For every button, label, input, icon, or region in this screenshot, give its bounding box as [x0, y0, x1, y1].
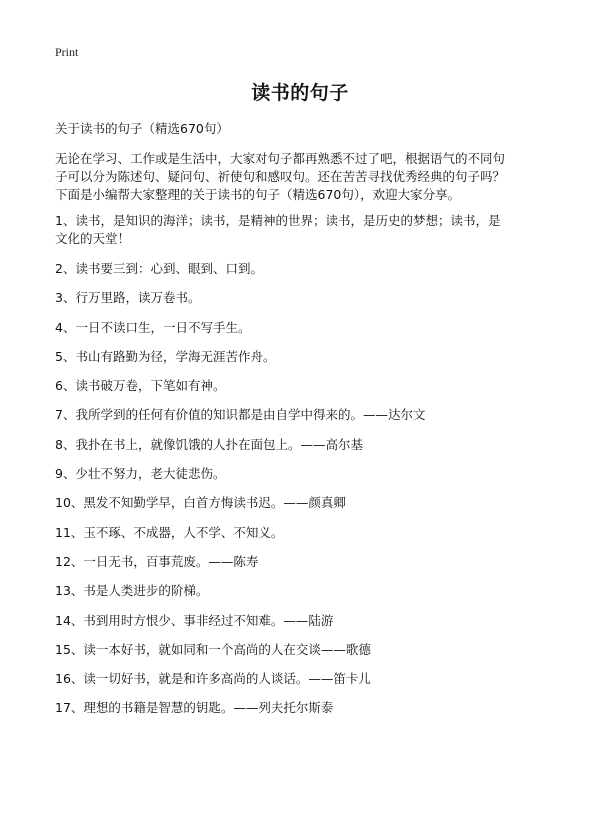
item-line: 文化的天堂！ [55, 231, 131, 246]
intro-paragraph [55, 150, 555, 204]
intro-line: 子可以分为陈述句、疑问句、祈使句和感叹句。还在苦苦寻找优秀经典的句子吗？ [55, 169, 506, 184]
list-item [55, 670, 555, 688]
item-line: 8、我扑在书上，就像饥饿的人扑在面包上。——高尔基 [55, 436, 363, 452]
list-item [55, 553, 555, 571]
item-line: 15、读一本好书，就如同和一个高尚的人在交谈——歌德 [55, 641, 371, 657]
list-item [55, 377, 555, 395]
item-line: 9、少壮不努力，老大徒悲伤。 [55, 466, 226, 482]
item-line: 13、书是人类进步的阶梯。 [55, 583, 209, 599]
list-item [55, 348, 555, 366]
sentence-list [55, 212, 555, 729]
list-item [55, 436, 555, 454]
item-line: 11、玉不琢、不成器，人不学、不知义。 [55, 524, 284, 540]
list-item [55, 465, 555, 483]
list-item [55, 494, 555, 512]
list-item [55, 524, 555, 542]
item-line: 2、读书要三到：心到、眼到、口到。 [55, 261, 263, 276]
intro-line: 下面是小编帮大家整理的关于读书的句子（精选670句），欢迎大家分享。 [55, 187, 461, 202]
list-item [55, 260, 555, 278]
list-item [55, 212, 555, 248]
document-title: 读书的句子 [251, 82, 349, 104]
list-item [55, 582, 555, 600]
intro-line: 无论在学习、工作或是生活中，大家对句子都再熟悉不过了吧，根据语气的不同句 [55, 151, 506, 166]
item-line: 1、读书，是知识的海洋；读书，是精神的世界；读书，是历史的梦想；读书，是 [55, 213, 501, 228]
item-line: 17、理想的书籍是智慧的钥匙。——列夫托尔斯泰 [55, 700, 334, 716]
item-line: 16、读一切好书，就是和许多高尚的人谈话。——笛卡儿 [55, 671, 371, 687]
item-line: 4、一日不读口生，一日不写手生。 [55, 319, 251, 335]
item-line: 6、读书破万卷，下笔如有神。 [55, 378, 226, 394]
list-item [55, 319, 555, 337]
item-line: 3、行万里路，读万卷书。 [55, 290, 201, 306]
list-item [55, 641, 555, 659]
list-item [55, 612, 555, 630]
list-item [55, 406, 555, 424]
item-line: 12、一日无书，百事荒废。——陈寿 [55, 553, 259, 569]
list-item [55, 699, 555, 717]
print-label: Print [55, 45, 79, 59]
item-line: 10、黑发不知勤学早，白首方悔读书迟。——颜真卿 [55, 495, 346, 511]
item-line: 14、书到用时方恨少、事非经过不知难。——陆游 [55, 612, 334, 628]
document-subtitle: 关于读书的句子（精选670句） [55, 121, 229, 136]
item-line: 5、书山有路勤为径，学海无涯苦作舟。 [55, 348, 276, 364]
item-line: 7、我所学到的任何有价值的知识都是由自学中得来的。——达尔文 [55, 407, 426, 423]
list-item [55, 289, 555, 307]
